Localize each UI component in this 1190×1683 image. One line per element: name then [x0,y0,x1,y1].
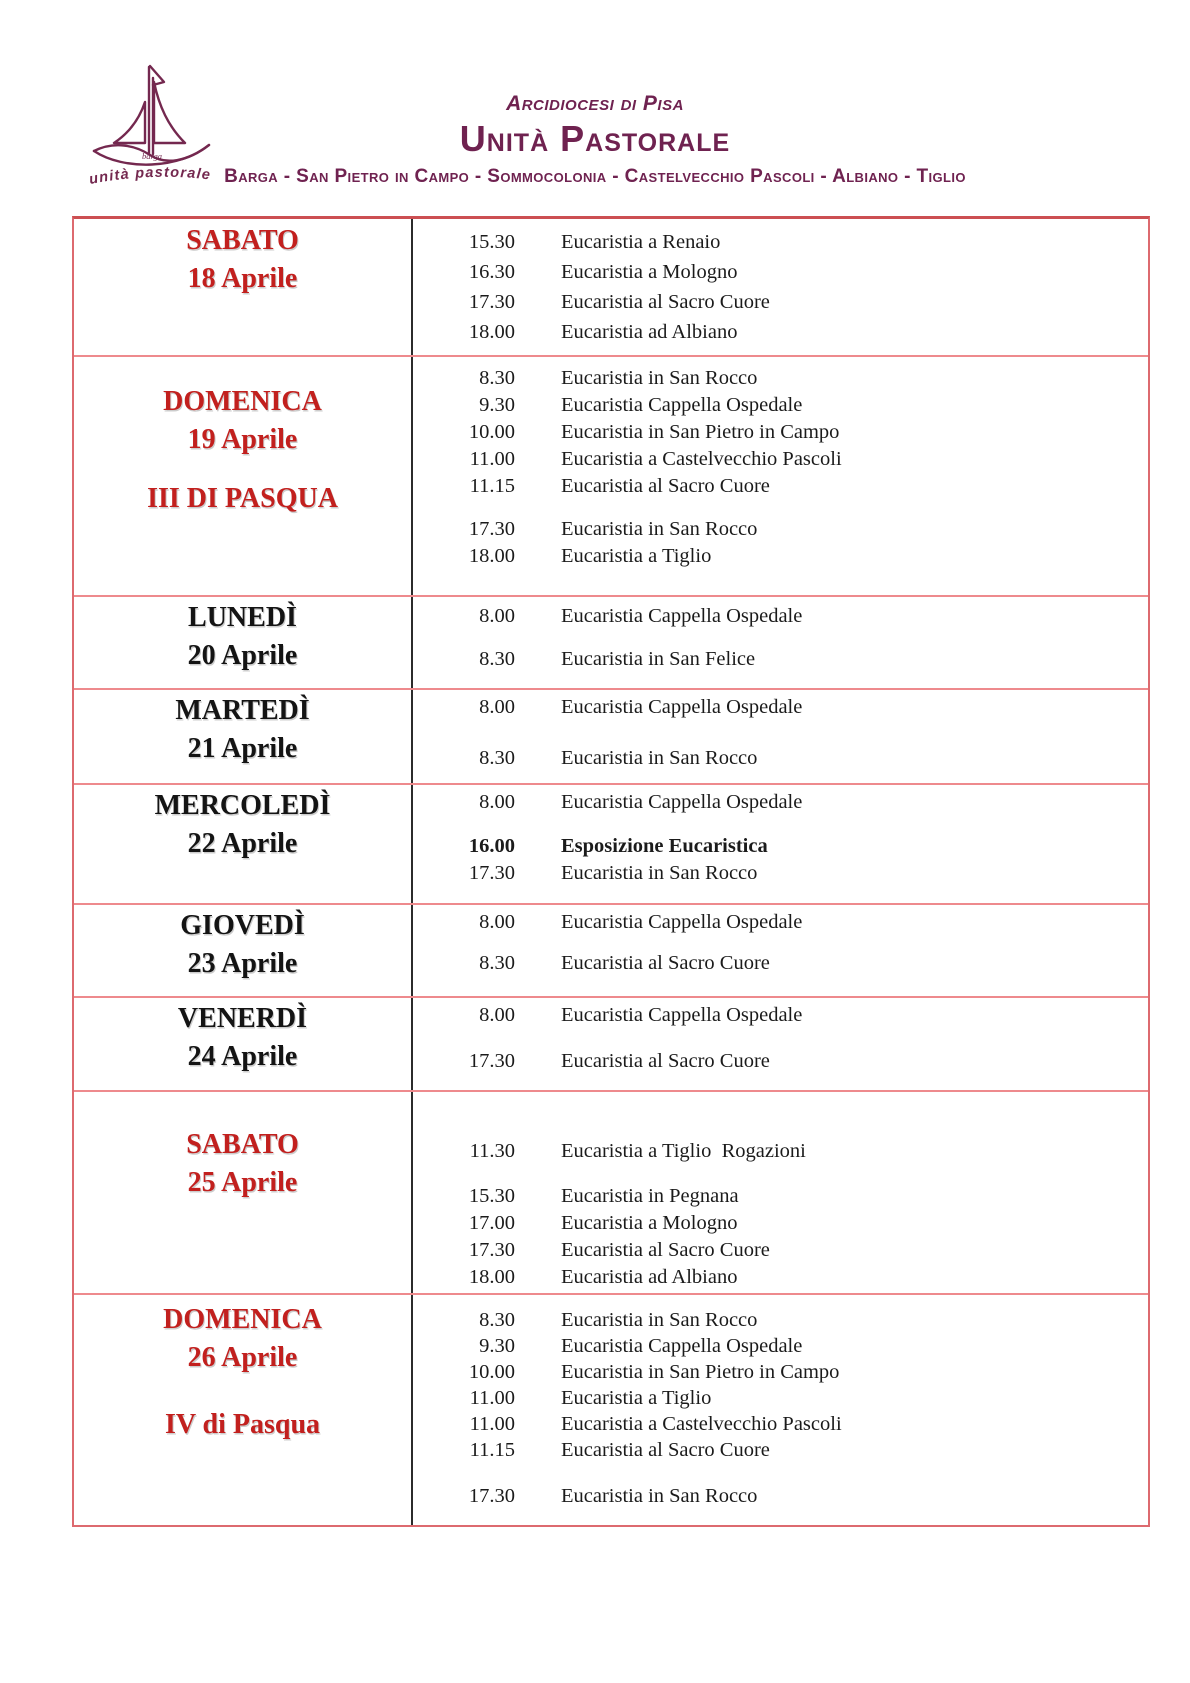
schedule-table [72,216,1150,1527]
event-time: 8.00 [479,605,515,627]
event-time: 10.00 [468,1361,515,1383]
event-description: Eucaristia ad Albiano [561,1266,738,1288]
day-date: 21 Aprile [187,733,298,764]
event-description: Eucaristia in San Rocco [561,747,758,769]
event-description: Eucaristia a Tiglio Rogazioni [561,1140,806,1162]
events-cell [413,219,1148,355]
event-time: 11.00 [469,1387,515,1409]
event-time: 17.30 [468,291,515,313]
day-label-block [163,383,322,459]
event-group [413,745,1148,772]
event-description: Eucaristia Cappella Ospedale [561,791,803,813]
event-group [413,227,1148,347]
schedule-row [74,785,1148,905]
event-description: Eucaristia in San Pietro in Campo [561,1361,840,1383]
events-cell [413,597,1148,688]
parishes-list: Barga - San Pietro in Campo - Sommocolonia - Castelvecchio Pascoli - Albiano - Tiglio [224,166,966,187]
event-line [413,287,1148,317]
event-description: Eucaristia in San Rocco [561,1309,758,1331]
event-time: 8.30 [479,1309,515,1331]
event-time: 11.00 [469,448,515,470]
event-line [413,392,1148,419]
pastoral-unit-title: Unità Pastorale [459,118,731,159]
event-time: 16.30 [468,261,515,283]
day-date: 20 Aprile [187,640,298,671]
event-time: 8.30 [479,648,515,670]
document-header [0,0,1190,219]
event-line [413,1138,1148,1165]
event-description: Eucaristia Cappella Ospedale [561,1335,803,1357]
event-line [413,833,1148,860]
event-description: Eucaristia Cappella Ospedale [561,605,803,627]
event-group [413,1048,1148,1075]
day-label-block [178,1000,307,1076]
event-description: Eucaristia al Sacro Cuore [561,1050,770,1072]
event-description: Eucaristia in San Rocco [561,518,758,540]
event-line [413,419,1148,446]
day-name: LUNEDÌ [188,602,297,633]
event-line [413,694,1148,721]
event-group [413,789,1148,816]
event-line [413,1359,1148,1385]
day-name: SABATO [186,1129,299,1160]
day-label-block [163,1301,322,1377]
event-line [413,543,1148,570]
day-cell [74,1295,413,1525]
event-group [413,646,1148,673]
event-description: Eucaristia in San Felice [561,648,756,670]
event-time: 17.30 [468,518,515,540]
day-date: 23 Aprile [187,948,298,979]
event-description: Eucaristia in Pegnana [561,1185,739,1207]
event-time: 18.00 [468,545,515,567]
day-cell [74,690,413,783]
event-description: Eucaristia in San Rocco [561,1485,758,1507]
event-time: 9.30 [479,394,515,416]
event-group [413,1183,1148,1291]
event-line [413,745,1148,772]
schedule-row [74,998,1148,1092]
event-group [413,833,1148,887]
day-label-block [155,787,331,863]
event-description: Eucaristia al Sacro Cuore [561,952,770,974]
day-label-block [175,692,309,768]
schedule-row [74,690,1148,785]
event-time: 17.30 [468,862,515,884]
event-time: 18.00 [468,321,515,343]
archdiocese-title: Arcidiocesi di Pisa [506,92,684,115]
event-time: 15.30 [468,231,515,253]
event-line [413,1385,1148,1411]
day-cell [74,219,413,355]
svg-text:unità pastorale: unità pastorale [87,164,212,188]
event-line [413,950,1148,977]
event-line [413,1048,1148,1075]
schedule-row [74,1092,1148,1295]
day-name: DOMENICA [163,1304,322,1335]
event-description: Eucaristia a Castelvecchio Pascoli [561,448,842,470]
events-cell [413,1092,1148,1293]
event-line [413,1307,1148,1333]
events-cell [413,998,1148,1090]
event-line [413,603,1148,630]
day-label-block [180,907,304,983]
event-line [413,446,1148,473]
day-date: 25 Aprile [187,1167,298,1198]
event-description: Eucaristia a Mologno [561,1212,738,1234]
event-line [413,227,1148,257]
event-description: Esposizione Eucaristica [561,835,768,857]
day-name: GIOVEDÌ [180,910,305,941]
day-cell [74,357,413,595]
event-description: Eucaristia Cappella Ospedale [561,394,803,416]
event-description: Eucaristia in San Rocco [561,367,758,389]
event-group [413,365,1148,500]
events-cell [413,905,1148,996]
event-time: 18.00 [468,1266,515,1288]
event-time: 17.00 [468,1212,515,1234]
schedule-row [74,1295,1148,1525]
event-time: 17.30 [468,1050,515,1072]
event-group [413,1483,1148,1509]
event-description: Eucaristia al Sacro Cuore [561,291,770,313]
event-line [413,789,1148,816]
event-description: Eucaristia al Sacro Cuore [561,1439,770,1461]
day-cell [74,905,413,996]
events-cell [413,1295,1148,1525]
events-cell [413,785,1148,903]
day-date: 26 Aprile [187,1342,298,1373]
day-cell [74,785,413,903]
event-line [413,1483,1148,1509]
event-time: 9.30 [479,1335,515,1357]
event-line [413,1237,1148,1264]
event-group [413,1138,1148,1165]
day-cell [74,998,413,1090]
event-group [413,950,1148,977]
day-label-block [186,1126,299,1202]
schedule-row [74,219,1148,357]
event-line [413,860,1148,887]
event-line [413,909,1148,936]
day-date: 18 Aprile [187,263,298,294]
day-date: 19 Aprile [187,424,298,455]
event-line [413,1183,1148,1210]
feast-label: III DI PASQUA [147,483,338,514]
event-description: Eucaristia ad Albiano [561,321,738,343]
event-description: Eucaristia in San Rocco [561,862,758,884]
day-name: VENERDÌ [177,1003,308,1034]
day-date: 22 Aprile [187,828,298,859]
event-description: Eucaristia a Castelvecchio Pascoli [561,1413,842,1435]
event-time: 11.15 [469,1439,515,1461]
event-time: 8.00 [479,791,515,813]
svg-text:barga: barga [142,151,162,161]
event-description: Eucaristia a Renaio [561,231,721,253]
event-description: Eucaristia al Sacro Cuore [561,1239,770,1261]
event-time: 17.30 [468,1239,515,1261]
day-name: MERCOLEDÌ [154,790,331,821]
event-time: 8.30 [479,367,515,389]
event-description: Eucaristia in San Pietro in Campo [561,421,840,443]
event-time: 8.30 [479,747,515,769]
event-line [413,516,1148,543]
event-time: 8.00 [479,1004,515,1026]
event-time: 11.30 [469,1140,515,1162]
event-line [413,365,1148,392]
day-label-block [188,599,298,675]
day-label-block [186,222,299,298]
event-group [413,694,1148,721]
event-line [413,1264,1148,1291]
event-description: Eucaristia Cappella Ospedale [561,911,803,933]
event-time: 10.00 [468,421,515,443]
event-line [413,1411,1148,1437]
events-cell [413,690,1148,783]
event-description: Eucaristia a Tiglio [561,1387,712,1409]
event-group [413,1002,1148,1029]
day-name: MARTEDÌ [175,695,310,726]
event-time: 16.00 [468,835,515,857]
event-time: 11.00 [469,1413,515,1435]
event-time: 8.30 [479,952,515,974]
event-line [413,1437,1148,1463]
events-cell [413,357,1148,595]
event-group [413,603,1148,630]
day-date: 24 Aprile [187,1041,298,1072]
event-line [413,317,1148,347]
event-description: Eucaristia Cappella Ospedale [561,696,803,718]
schedule-row [74,905,1148,998]
event-line [413,473,1148,500]
feast-label: IV di Pasqua [164,1409,321,1440]
event-time: 8.00 [479,911,515,933]
event-group [413,1307,1148,1463]
event-line [413,646,1148,673]
schedule-row [74,597,1148,690]
day-cell [74,597,413,688]
day-name: SABATO [186,225,299,256]
event-time: 11.15 [469,475,515,497]
schedule-row [74,357,1148,597]
event-line [413,1210,1148,1237]
event-line [413,257,1148,287]
event-group [413,516,1148,570]
event-description: Eucaristia al Sacro Cuore [561,475,770,497]
event-time: 15.30 [468,1185,515,1207]
day-cell [74,1092,413,1293]
event-line [413,1333,1148,1359]
event-time: 8.00 [479,696,515,718]
event-time: 17.30 [468,1485,515,1507]
event-description: Eucaristia Cappella Ospedale [561,1004,803,1026]
event-group [413,909,1148,936]
day-name: DOMENICA [163,386,322,417]
event-line [413,1002,1148,1029]
event-description: Eucaristia a Tiglio [561,545,712,567]
event-description: Eucaristia a Mologno [561,261,738,283]
